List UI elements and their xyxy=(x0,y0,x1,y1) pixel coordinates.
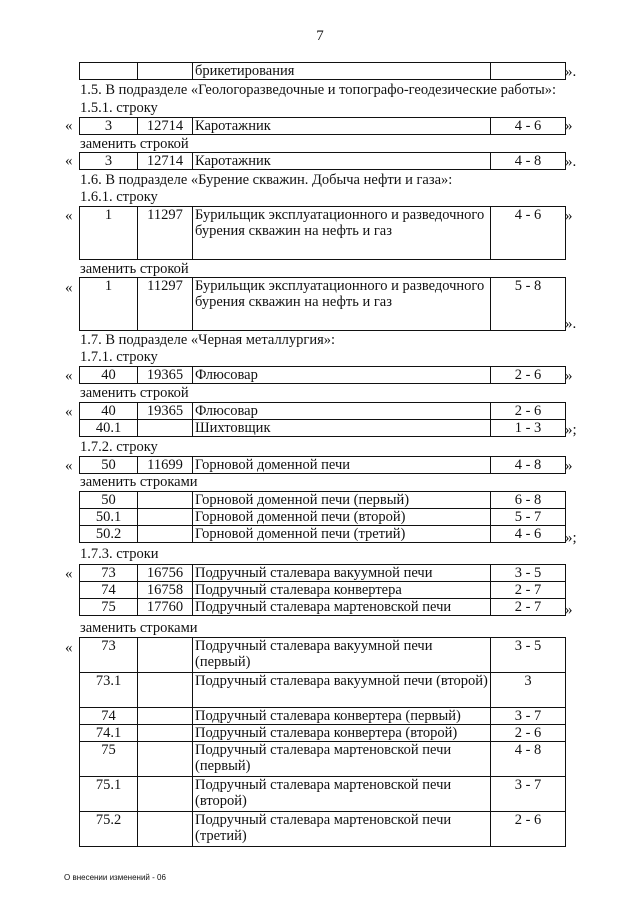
cell-code: 16756 xyxy=(138,565,193,582)
cell-profession: Подручный сталевара конвертера (второй) xyxy=(193,725,491,742)
open-quote: « xyxy=(65,566,73,582)
cell-number: 74 xyxy=(80,582,138,599)
cell-grade: 4 - 8 xyxy=(491,457,566,474)
table-t3 xyxy=(79,206,566,260)
cell-profession: Горновой доменной печи (первый) xyxy=(193,492,491,509)
cell-code xyxy=(138,673,193,708)
close-quote: » xyxy=(565,118,573,134)
cell-number: 40.1 xyxy=(80,420,138,437)
table-row xyxy=(80,420,566,437)
table-row xyxy=(80,742,566,777)
cell-profession: Горновой доменной печи xyxy=(193,457,491,474)
cell-number: 50 xyxy=(80,492,138,509)
close-quote: » xyxy=(565,368,573,384)
cell-grade: 3 - 7 xyxy=(491,777,566,812)
cell-grade: 5 - 7 xyxy=(491,509,566,526)
close-quote: ». xyxy=(565,154,577,170)
open-quote: « xyxy=(65,118,73,134)
table-row xyxy=(80,638,566,673)
table-row xyxy=(80,777,566,812)
table-t8 xyxy=(79,491,566,543)
cell-number: 73 xyxy=(80,565,138,582)
cell-profession: Подручный сталевара конвертера (первый) xyxy=(193,708,491,725)
cell-profession: Флюсовар xyxy=(193,403,491,420)
table-row xyxy=(80,153,566,170)
cell-profession: Горновой доменной печи (третий) xyxy=(193,526,491,543)
open-quote: « xyxy=(65,153,73,169)
close-quote: ». xyxy=(565,64,577,80)
table-row xyxy=(80,599,566,616)
table-row xyxy=(80,582,566,599)
table-row xyxy=(80,509,566,526)
cell-grade: 3 - 5 xyxy=(491,638,566,673)
cell-number: 73 xyxy=(80,638,138,673)
heading-replace: заменить строкой xyxy=(80,385,189,401)
table-row xyxy=(80,708,566,725)
table-t4 xyxy=(79,277,566,331)
table-row xyxy=(80,207,566,260)
cell-code xyxy=(138,638,193,673)
cell-profession: Горновой доменной печи (второй) xyxy=(193,509,491,526)
table-t5 xyxy=(79,366,566,384)
cell-profession: Каротажник xyxy=(193,153,491,170)
heading-1-7-3: 1.7.3. строки xyxy=(80,546,159,562)
cell-grade: 2 - 6 xyxy=(491,725,566,742)
cell-code xyxy=(138,812,193,847)
heading-1-5: 1.5. В подразделе «Геологоразведочные и топографо-геодезические работы»: xyxy=(80,82,557,98)
cell-code xyxy=(138,777,193,812)
cell-code: 11297 xyxy=(138,278,193,331)
heading-1-6-1: 1.6.1. строку xyxy=(80,189,158,205)
cell-grade: 4 - 8 xyxy=(491,742,566,777)
cell-code xyxy=(138,509,193,526)
cell-number: 74 xyxy=(80,708,138,725)
cell-profession: Бурильщик эксплуатационного и разведочного бурения скважин на нефть и газ xyxy=(193,207,491,260)
cell-profession: Подручный сталевара мартеновской печи xyxy=(193,599,491,616)
cell-code xyxy=(138,742,193,777)
cell-profession: Каротажник xyxy=(193,118,491,135)
close-quote: »; xyxy=(565,530,577,546)
table-row xyxy=(80,565,566,582)
table-t6 xyxy=(79,402,566,437)
cell-code: 19365 xyxy=(138,403,193,420)
cell-number: 75 xyxy=(80,742,138,777)
cell-code: 12714 xyxy=(138,153,193,170)
table-t10 xyxy=(79,637,566,847)
cell-grade xyxy=(491,63,566,80)
table-row xyxy=(80,526,566,543)
table-t0 xyxy=(79,62,566,80)
heading-1-7: 1.7. В подразделе «Черная металлургия»: xyxy=(80,332,336,348)
table-row xyxy=(80,118,566,135)
close-quote: » xyxy=(565,458,573,474)
open-quote: « xyxy=(65,280,73,296)
table-t1 xyxy=(79,117,566,135)
cell-grade: 4 - 6 xyxy=(491,526,566,543)
cell-grade: 1 - 3 xyxy=(491,420,566,437)
cell-grade: 2 - 7 xyxy=(491,582,566,599)
table-row xyxy=(80,725,566,742)
table-row xyxy=(80,492,566,509)
table-t7 xyxy=(79,456,566,474)
cell-code: 19365 xyxy=(138,367,193,384)
close-quote: ». xyxy=(565,316,577,332)
cell-grade: 2 - 6 xyxy=(491,403,566,420)
heading-replace: заменить строками xyxy=(80,620,198,636)
cell-code: 17760 xyxy=(138,599,193,616)
cell-profession: Флюсовар xyxy=(193,367,491,384)
table-row xyxy=(80,457,566,474)
heading-replace: заменить строкой xyxy=(80,261,189,277)
heading-1-5-1: 1.5.1. строку xyxy=(80,100,158,116)
cell-number: 75 xyxy=(80,599,138,616)
cell-code xyxy=(138,725,193,742)
open-quote: « xyxy=(65,458,73,474)
cell-number: 50.2 xyxy=(80,526,138,543)
cell-number: 40 xyxy=(80,403,138,420)
cell-profession: Подручный сталевара мартеновской печи (первый) xyxy=(193,742,491,777)
table-row xyxy=(80,367,566,384)
close-quote: » xyxy=(565,208,573,224)
cell-grade: 3 - 7 xyxy=(491,708,566,725)
close-quote: »; xyxy=(565,422,577,438)
cell-grade: 3 xyxy=(491,673,566,708)
open-quote: « xyxy=(65,640,73,656)
cell-profession: Подручный сталевара мартеновской печи (третий) xyxy=(193,812,491,847)
close-quote: » xyxy=(565,602,573,618)
heading-replace: заменить строками xyxy=(80,474,198,490)
table-row xyxy=(80,403,566,420)
cell-number: 74.1 xyxy=(80,725,138,742)
cell-profession: брикетирования xyxy=(193,63,491,80)
table-row xyxy=(80,63,566,80)
cell-grade: 5 - 8 xyxy=(491,278,566,331)
cell-profession: Подручный сталевара мартеновской печи (второй) xyxy=(193,777,491,812)
cell-code: 11297 xyxy=(138,207,193,260)
cell-code xyxy=(138,63,193,80)
cell-code: 12714 xyxy=(138,118,193,135)
cell-grade: 2 - 6 xyxy=(491,367,566,384)
open-quote: « xyxy=(65,368,73,384)
heading-1-7-2: 1.7.2. строку xyxy=(80,439,158,455)
cell-number: 75.1 xyxy=(80,777,138,812)
open-quote: « xyxy=(65,404,73,420)
cell-profession: Шихтовщик xyxy=(193,420,491,437)
cell-profession: Подручный сталевара вакуумной печи (первый) xyxy=(193,638,491,673)
cell-number: 1 xyxy=(80,207,138,260)
open-quote: « xyxy=(65,208,73,224)
cell-grade: 4 - 6 xyxy=(491,118,566,135)
cell-grade: 4 - 8 xyxy=(491,153,566,170)
cell-code xyxy=(138,708,193,725)
cell-number: 3 xyxy=(80,153,138,170)
table-row xyxy=(80,278,566,331)
cell-number: 50.1 xyxy=(80,509,138,526)
table-row xyxy=(80,673,566,708)
page-number: 7 xyxy=(316,28,324,44)
cell-code xyxy=(138,526,193,543)
cell-profession: Подручный сталевара вакуумной печи xyxy=(193,565,491,582)
cell-grade: 2 - 7 xyxy=(491,599,566,616)
cell-grade: 6 - 8 xyxy=(491,492,566,509)
table-t9 xyxy=(79,564,566,616)
cell-code xyxy=(138,492,193,509)
cell-code xyxy=(138,420,193,437)
cell-number: 1 xyxy=(80,278,138,331)
cell-profession: Бурильщик эксплуатационного и разведочного бурения скважин на нефть и газ xyxy=(193,278,491,331)
cell-number: 3 xyxy=(80,118,138,135)
cell-number: 40 xyxy=(80,367,138,384)
cell-code: 11699 xyxy=(138,457,193,474)
heading-replace: заменить строкой xyxy=(80,136,189,152)
cell-grade: 4 - 6 xyxy=(491,207,566,260)
table-t2 xyxy=(79,152,566,170)
heading-1-7-1: 1.7.1. строку xyxy=(80,349,158,365)
footer-text: О внесении изменений - 06 xyxy=(64,873,166,882)
cell-grade: 3 - 5 xyxy=(491,565,566,582)
heading-1-6: 1.6. В подразделе «Бурение скважин. Добыча нефти и газа»: xyxy=(80,172,453,188)
cell-number: 75.2 xyxy=(80,812,138,847)
cell-profession: Подручный сталевара конвертера xyxy=(193,582,491,599)
table-row xyxy=(80,812,566,847)
cell-number: 73.1 xyxy=(80,673,138,708)
cell-number xyxy=(80,63,138,80)
cell-code: 16758 xyxy=(138,582,193,599)
cell-profession: Подручный сталевара вакуумной печи (второй) xyxy=(193,673,491,708)
cell-grade: 2 - 6 xyxy=(491,812,566,847)
cell-number: 50 xyxy=(80,457,138,474)
